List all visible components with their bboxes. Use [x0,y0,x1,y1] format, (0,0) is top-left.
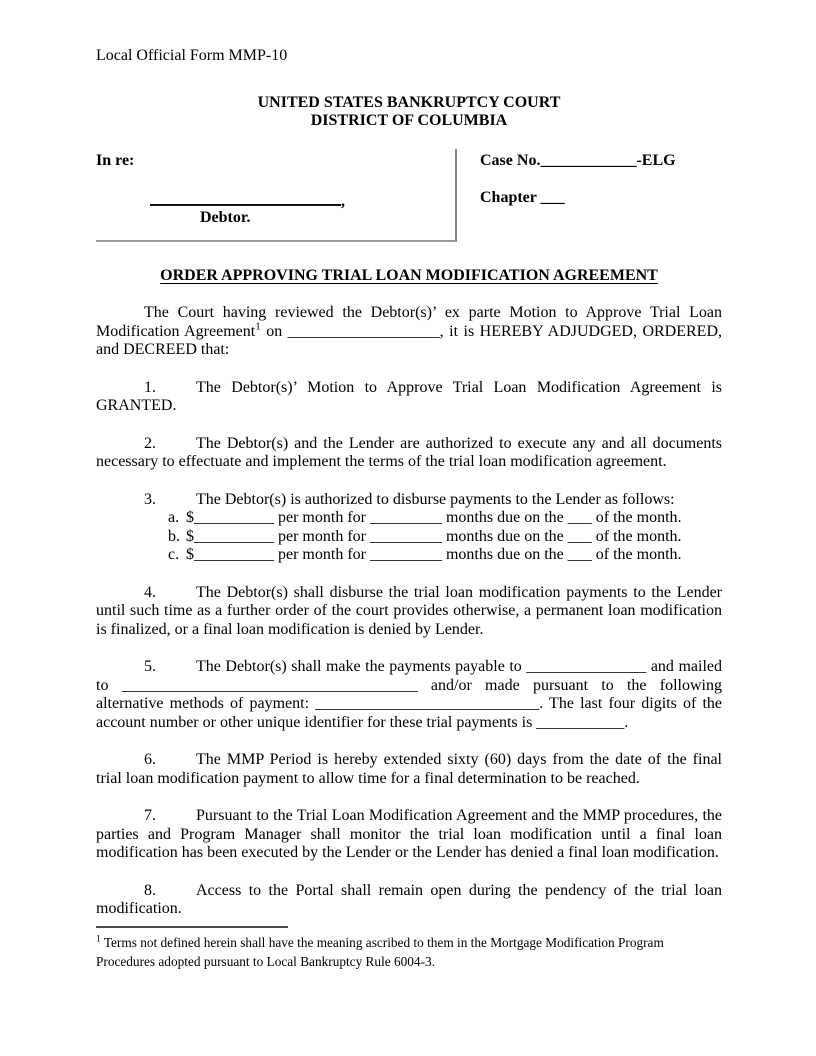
sub-item-letter: a. [168,509,180,526]
numbered-paragraph-3 [96,491,722,565]
numbered-paragraph-1 [96,379,722,416]
footnote [96,933,722,971]
numbered-paragraph-6 [96,751,722,788]
paragraph-text: Access to the Portal shall remain open during the pendency of the trial loan modification. [96,881,722,917]
sub-item-a [96,509,722,528]
footnote-marker: 1 [96,934,101,945]
intro-text-after: on ___________________, it is HEREBY ADJUDGED, ORDERED, and DECREED that: [96,322,723,358]
paragraph-text: The Debtor(s) shall make the payments payable to _______________ and mailed to _____________________________________ and/or made pursuant to the following alternative methods of payment: ____________________________. The last four digits of the account number or other unique identifier for these trial payments is ___________. [96,658,722,731]
numbered-paragraph-2 [96,435,722,472]
caption-case-box [457,149,676,242]
paragraph-number: 8. [144,881,156,899]
sub-item-letter: b. [168,527,180,545]
numbered-paragraph-8 [96,882,722,919]
intro-text-before: The Court having reviewed the Debtor(s)’ ex parte Motion to Approve Trial Loan Modification Agreement [96,304,722,340]
paragraph-number: 3. [144,490,156,508]
paragraph-text: The MMP Period is hereby extended sixty (60) days from the date of the final trial loan modification payment to allow time for a final determination to be reached. [96,751,722,787]
court-district: DISTRICT OF COLUMBIA [310,112,508,129]
numbered-paragraph-5 [96,658,722,732]
debtor-signature-underline [150,189,341,206]
debtor-line-comma: , [341,193,345,210]
form-number: Local Official Form MMP-10 [96,47,288,64]
debtor-label: Debtor. [200,209,251,226]
footnote-reference-marker: 1 [255,320,261,333]
paragraph-text: The Debtor(s) is authorized to disburse payments to the Lender as follows: [196,490,675,508]
paragraph-number: 4. [144,583,156,601]
footnote-separator-rule [96,926,288,928]
paragraph-number: 5. [144,658,156,675]
paragraph-number: 6. [144,751,156,768]
in-re-label: In re: [96,151,135,169]
court-name: UNITED STATES BANKRUPTCY COURT [257,93,561,111]
debtor-name-line [150,189,455,208]
paragraph-number: 1. [144,378,156,396]
paragraph-number: 2. [144,434,156,452]
intro-paragraph [96,304,722,360]
case-caption [96,149,722,242]
sub-item-c [96,546,722,565]
numbered-paragraph-4 [96,584,722,640]
order-title: ORDER APPROVING TRIAL LOAN MODIFICATION AGREEMENT [160,266,658,284]
sub-item-text: $__________ per month for _________ months due on the ___ of the month. [186,527,682,545]
sub-item-letter: c. [168,546,180,563]
sub-item-b [96,528,722,547]
numbered-paragraph-7 [96,807,722,863]
footnote-text: Terms not defined herein shall have the meaning ascribed to them in the Mortgage Modification Program Procedures adopted pursuant to Local Bankruptcy Rule 6004-3. [96,934,664,969]
sub-item-text: $__________ per month for _________ months due on the ___ of the month. [186,509,682,526]
paragraph-text: Pursuant to the Trial Loan Modification Agreement and the MMP procedures, the parties and Program Manager shall monitor the trial loan modification until a final loan modification has been executed by the Lender or the Lender has denied a final loan modification. [96,807,722,861]
paragraph-text: The Debtor(s) shall disburse the trial loan modification payments to the Lender until such time as a further order of the court provides otherwise, a permanent loan modification is finalized, or a final loan modification is denied by Lender. [96,583,722,638]
paragraph-text: The Debtor(s) and the Lender are authorized to execute any and all documents necessary to effectuate and implement the terms of the trial loan modification agreement. [96,434,722,470]
sub-item-text: $__________ per month for _________ months due on the ___ of the month. [186,546,682,563]
chapter-line: Chapter ___ [480,189,565,206]
court-header [96,94,722,131]
caption-debtor-box [96,149,457,242]
paragraph-3-lead [96,491,722,510]
case-number-line: Case No.____________-ELG [480,151,676,169]
paragraph-text: The Debtor(s)’ Motion to Approve Trial Loan Modification Agreement is GRANTED. [96,378,722,414]
paragraph-number: 7. [144,807,156,824]
